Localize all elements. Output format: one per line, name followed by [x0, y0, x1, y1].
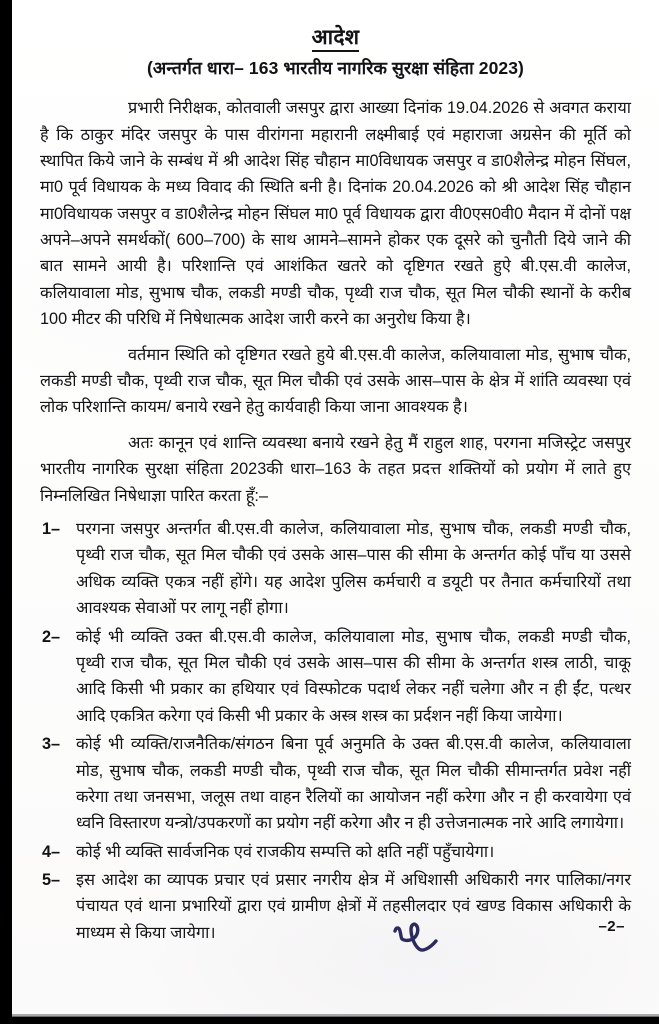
paragraph-authority: अतः कानून एवं शान्ति व्यवस्था बनाये रखने हेतु मैं राहुल शाह, परगना मजिस्ट्रेट जसपुर भारतीय नागरिक सुरक्षा संहिता 2023की धारा–163 के तहत प्रदत्त शक्तियों को प्रयोग में लाते हुए निम्नलिखित निषेधाज्ञा पारित करता हूँ:–: [40, 433, 631, 505]
order-item-text: कोई भी व्यक्ति/राजनैतिक/संगठन बिना पूर्व अनुमति के उक्त बी.एस.वी कालेज, कलियावाला मोड, सुभाष चौक, लकडी मण्डी चौक, पृथ्वी राज चौक, सूत मिल चौकी सीमान्तर्गत प्रवेश नहीं करेगा तथा जनसभा, जलूस तथा वाहन रैलियों का आयोजन नहीं करेगा और न ही करवायेगा एवं ध्वनि विस्तारण यन्त्रो/उपकरणों का प्रयोग नहीं करेगा और न ही उत्तेजनात्मक नारे आदि लगायेगा।: [76, 735, 631, 833]
page-number: –2–: [598, 918, 625, 935]
order-item: [40, 516, 631, 622]
handwritten-signature-icon: [390, 914, 462, 964]
page-title: आदेश: [312, 26, 360, 52]
page-footer: [12, 914, 659, 988]
title-block: [12, 26, 659, 79]
paragraph-current-situation: वर्तमान स्थिति को दृष्टिगत रखते हुये बी.एस.वी कालेज, कलियावाला मोड, सुभाष चौक, लकडी मण्डी चौक, पृथ्वी राज चौक, सूत मिल चौकी एवं उसके आस–पास के क्षेत्र में शांति व्यवस्था एवं लोक परिशान्ति कायम/ बनाये रखने हेतु कार्यवाही किया जाना आवश्यक है।: [40, 345, 631, 417]
order-item-text: इस आदेश का व्यापक प्रचार एवं प्रसार नगरीय क्षेत्र में अधिशासी अधिकारी नगर पालिका/नगर पंचायत एवं थाना प्रभारियों द्वारा एवं ग्रामीण क्षेत्रों में तहसीलदार एवं खण्ड विकास अधिकारी के माध्यम से किया जायेगा।: [76, 871, 631, 942]
prohibition-order-list: [12, 516, 659, 946]
page-bottom-edge: [12, 1014, 659, 1017]
order-item-number: 4–: [42, 842, 61, 861]
page-subtitle: (अन्तर्गत धारा– 163 भारतीय नागरिक सुरक्षा संहिता 2023): [146, 58, 524, 79]
order-item: [40, 839, 631, 865]
order-item-number: 2–: [42, 627, 61, 646]
order-item: [40, 731, 631, 837]
document-body: [12, 0, 659, 1016]
order-item-number: 5–: [42, 871, 61, 890]
order-item-text: परगना जसपुर अन्तर्गत बी.एस.वी कालेज, कलियावाला मोड, सुभाष चौक, लकडी मण्डी चौक, पृथ्वी राज चौक, सूत मिल चौकी एवं उसके आस–पास की सीमा के अन्तर्गत कोई पॉंच या उससे अधिक व्यक्ति एकत्र नहीं होंगे। यह आदेश पुलिस कर्मचारी व डयूटी पर तैनात कर्मचारियों तथा आवश्यक सेवाओं पर लागू नहीं होगा।: [76, 520, 631, 618]
order-item-text: कोई भी व्यक्ति सार्वजनिक एवं राजकीय सम्पत्ति को क्षति नहीं पहुँचायेगा।: [76, 842, 495, 861]
scanned-page-sheet: [12, 0, 659, 1016]
order-item-number: 1–: [42, 520, 61, 538]
order-item-number: 3–: [42, 735, 61, 754]
order-item-text: कोई भी व्यक्ति उक्त बी.एस.वी कालेज, कलियावाला मोड, सुभाष चौक, लकडी मण्डी चौक, पृथ्वी राज चौक, सूत मिल चौकी एवं उसके आस–पास की सीमा के अन्तर्गत शस्त्र लाठी, चाकू आदि किसी भी प्रकार का हथियार एवं विस्फोटक पदार्थ लेकर नहीं चलेगा और न ही ईंट, पत्थर आदि एकत्रित करेगा एवं किसी भी प्रकार के अस्त्र शस्त्र का प्रर्दशन नहीं किया जायेगा।: [76, 627, 631, 725]
paragraph-preamble: प्रभारी निरीक्षक, कोतवाली जसपुर द्वारा आख्या दिनांक 19.04.2026 से अवगत कराया है कि ठाकुर मंदिर जसपुर के पास वीरांगना महारानी लक्ष्मीबाई एवं महाराजा अग्रसेन की मूर्ति को स्थापित किये जाने के सम्बंध में श्री आदेश सिंह चौहान मा0विधायक जसपुर व डा0शैलेन्द्र मोहन सिंघल, मा0 पूर्व विधायक के मध्य विवाद की स्थिति बनी है। दिनांक 20.04.2026 को श्री आदेश सिंह चौहान मा0विधायक जसपुर व डा0शैलेन्द्र मोहन सिंघल मा0 पूर्व विधायक द्वारा वी0एस0वी0 मैदान में दोनों पक्ष अपने–अपने समर्थकों( 600–700) के साथ आमने–सामने होकर एक दूसरे को चुनौती दिये जाने की बात सामने आयी है। परिशान्ति एवं आशंकित खतरे को दृष्टिगत रखते हुऐ बी.एस.वी कालेज, कलियावाला मोड, सुभाष चौक, लकडी मण्डी चौक, पृथ्वी राज चौक, सूत मिल चौकी स्थानों के करीब 100 मीटर की परिधि में निषेधात्मक आदेश जारी करने का अनुरोध किया है।: [40, 99, 631, 329]
order-item: [40, 624, 631, 730]
